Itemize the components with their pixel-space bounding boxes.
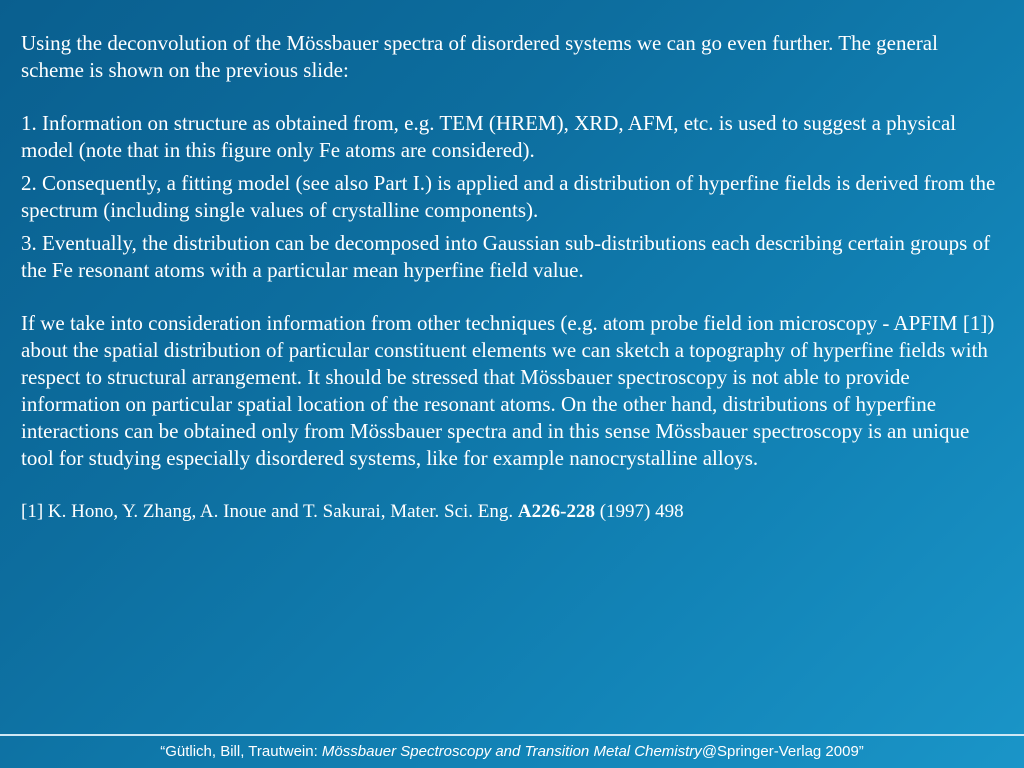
discussion-paragraph: If we take into consideration information from other techniques (e.g. atom probe field ion microscopy - APFIM [1]) about the spatial distribution of particular constituent elements we can sketch a topography of hyperfine fields with respect to structural arrangement. It should be stressed that Mössbauer spectroscopy is not able to provide information on particular spatial location of the resonant atoms. On the other hand, distributions of hyperfine interactions can be obtained only from Mössbauer spectra and in this sense Mössbauer spectroscopy is an unique tool for studying especially disordered systems, like for example nanocrystalline alloys. (21, 311, 995, 470)
reference-year-page: (1997) 498 (594, 501, 684, 522)
step-3-paragraph: 3. Eventually, the distribution can be decomposed into Gaussian sub-distributions each describing certain groups of the Fe resonant atoms with a particular mean hyperfine field value. (21, 231, 991, 282)
intro-paragraph: Using the deconvolution of the Mössbauer spectra of disordered systems we can go even further. The general scheme is shown on the previous slide: (21, 31, 938, 82)
footer-divider (0, 734, 1024, 736)
reference-citation (21, 500, 1006, 524)
reference-volume: A226-228 (517, 501, 595, 522)
footer-citation (0, 742, 1024, 762)
footer-authors: “Gütlich, Bill, Trautwein: (160, 743, 322, 760)
step-2-paragraph: 2. Consequently, a fitting model (see also Part I.) is applied and a distribution of hyperfine fields is derived from the spectrum (including single values of crystalline components). (21, 171, 996, 222)
slide-body (21, 30, 1006, 524)
footer-publisher: @Springer-Verlag 2009” (701, 743, 864, 760)
reference-authors: [1] K. Hono, Y. Zhang, A. Inoue and T. Sakurai, Mater. Sci. Eng. (21, 501, 518, 522)
footer-book-title: Mössbauer Spectroscopy and Transition Metal Chemistry (321, 743, 702, 760)
step-1-paragraph: 1. Information on structure as obtained from, e.g. TEM (HREM), XRD, AFM, etc. is used to suggest a physical model (note that in this figure only Fe atoms are considered). (21, 111, 957, 162)
